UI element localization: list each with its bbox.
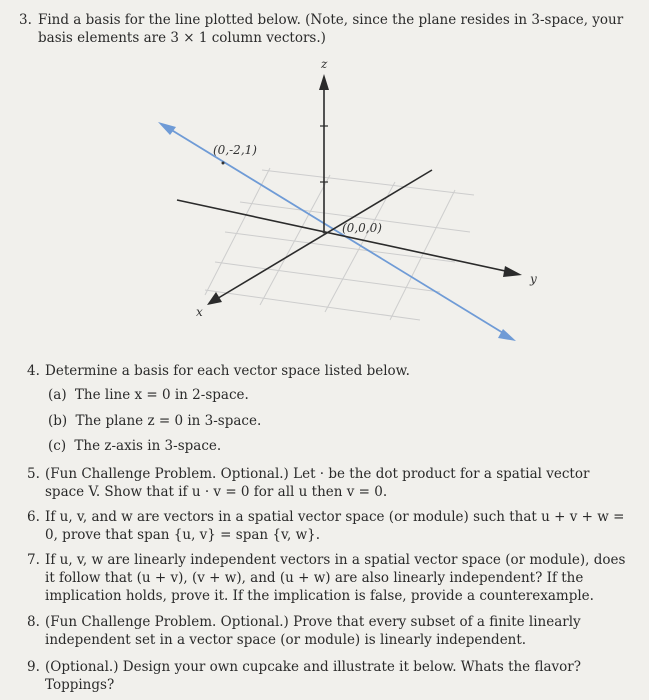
y-axis-label: y — [530, 272, 537, 286]
subpart-b — [48, 412, 261, 430]
problem-text: (Optional.) Design your own cupcake and illustrate it below. Whats the flavor? Toppings? — [45, 659, 581, 693]
subpart-text: The plane z = 0 in 3-space. — [75, 413, 262, 429]
grid-line — [262, 170, 474, 195]
grid-line — [325, 182, 395, 312]
subpart-label: (a) — [48, 387, 67, 403]
problem-text: Determine a basis for each vector space listed below. — [45, 363, 410, 379]
subpart-text: The line x = 0 in 2-space. — [74, 387, 249, 403]
reference-grid — [205, 168, 474, 320]
problem-number: 9. — [27, 659, 40, 675]
problem-number: 6. — [27, 509, 40, 525]
problem-text: Find a basis for the line plotted below. (Note, since the plane resides in 3-space, your basis elements are 3 × 1 column vectors.) — [38, 12, 624, 46]
problem-number: 7. — [27, 552, 40, 568]
z-axis-arrow — [319, 74, 329, 90]
x-axis-arrow — [207, 292, 222, 305]
origin-marker — [323, 231, 326, 234]
subpart-a — [48, 386, 249, 404]
problem-number: 3. — [19, 12, 32, 28]
grid-line — [205, 168, 270, 295]
origin-label: (0,0,0) — [342, 221, 382, 235]
line-arrow-upper — [158, 122, 176, 135]
subpart-c — [48, 437, 221, 455]
subpart-text: The z-axis in 3-space. — [74, 438, 222, 454]
problem-text: (Fun Challenge Problem. Optional.) Let · be the dot product for a spatial vector space V. Show that if u · v = 0 for all u then v = 0. — [45, 466, 590, 500]
point-marker — [222, 162, 225, 165]
problem-text: If u, v, w are linearly independent vectors in a spatial vector space (or module), does it follow that (u + v), (v + w), and (u + w) are also linearly independent? If the implication holds, prove it. If the implication is false, provide a counterexample. — [45, 552, 626, 604]
grid-line — [205, 290, 420, 320]
y-axis — [177, 200, 510, 272]
z-axis-label: z — [321, 57, 328, 71]
problem-number: 4. — [27, 363, 40, 379]
plotted-line — [165, 126, 508, 336]
x-axis-label: x — [196, 305, 203, 319]
problem-number: 5. — [27, 466, 40, 482]
problem-text: (Fun Challenge Problem. Optional.) Prove that every subset of a finite linearly independent set in a vector space (or module) is linearly independent. — [45, 614, 581, 648]
grid-line — [260, 175, 330, 305]
subpart-label: (b) — [48, 413, 68, 429]
y-axis-arrow — [503, 266, 522, 277]
problem-text: If u, v, and w are vectors in a spatial vector space (or module) such that u + v + w = 0, prove that span {u, v} = span {v, w}. — [45, 509, 625, 543]
subpart-label: (c) — [48, 438, 67, 454]
point-label: (0,-2,1) — [213, 143, 257, 157]
grid-line — [225, 232, 455, 262]
problem-number: 8. — [27, 614, 40, 630]
